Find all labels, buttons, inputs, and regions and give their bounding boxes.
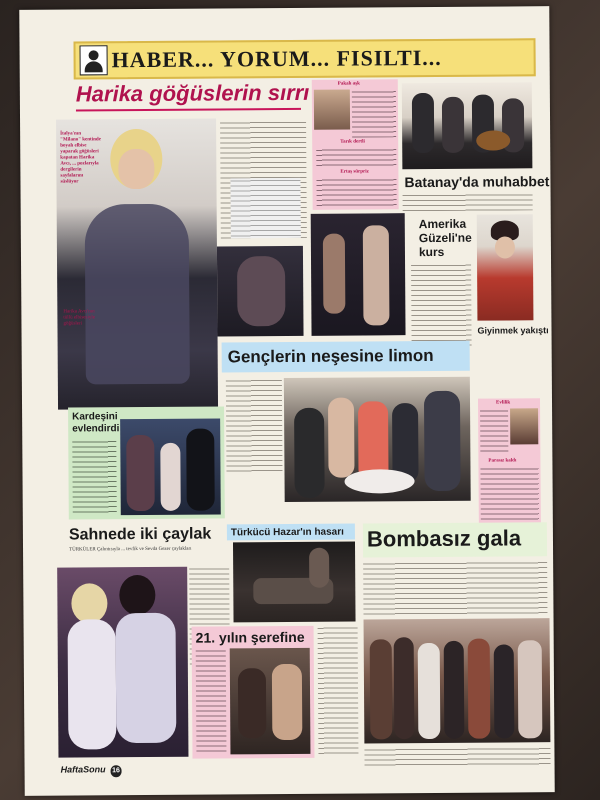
headline-harika: Harika göğüslerin sırrı	[75, 79, 310, 107]
photo-harika-2	[217, 246, 304, 337]
photo-batanay	[402, 82, 533, 169]
photo-amerika	[477, 214, 534, 320]
bombasiz-caption	[364, 746, 550, 767]
headline-amerika: Amerika Güzeli'ne kurs	[418, 216, 472, 260]
kardesini-text	[72, 439, 117, 515]
harika-text-2	[230, 178, 300, 238]
headline-hazar: Türkücü Hazar'ın hasarı	[230, 526, 344, 539]
photo-evlilik	[510, 408, 538, 444]
serefine-text-2	[318, 626, 359, 756]
harika-caption: Harika Avcı'nın tüllü elbisesiyle göğüsleri	[63, 309, 95, 327]
footer-logo-text: HaftaSonu	[60, 764, 106, 775]
footer-page-number: 16	[110, 765, 122, 777]
photo-hazar	[233, 542, 356, 623]
person-icon	[80, 45, 108, 75]
evlilik-box	[478, 398, 541, 526]
gossip-box	[312, 79, 399, 210]
photo-serefine	[230, 648, 311, 755]
harika-intro: İtalya'nın "Milano" kentinde boyalı elbise yaparak göğüsleri kapatan Harika Avcı, ... pozlarıyla dergilerin sayfalarını süslüyor	[60, 131, 101, 185]
photo-caylak	[57, 567, 188, 758]
photo-bombasiz	[364, 618, 551, 743]
limon-text	[226, 378, 283, 474]
batanay-text	[403, 192, 533, 211]
caylak-intro: TÜRKÜLER Çalıntısıyla ... tevfik ve Sevda Gezer çaylakları	[69, 546, 192, 553]
headline-kardesini: Kardeşini evlendirdi	[72, 411, 120, 435]
footer-logo	[61, 763, 141, 778]
evlilik-label: Evlilik	[496, 400, 511, 406]
headline-caylak: Sahnede iki çaylak	[68, 525, 212, 544]
masthead-title: HABER... YORUM... FISILTI...	[111, 44, 442, 73]
newspaper-page	[19, 6, 554, 796]
photo-kardesini	[120, 418, 221, 515]
amerika-text	[411, 263, 472, 347]
gossip-label-3: Ertaş sürpriz	[340, 169, 369, 175]
gossip-label-2: Tarık dertli	[340, 139, 365, 145]
headline-underline	[76, 108, 301, 112]
headline-serefine: 21. yılın şerefine	[195, 628, 305, 646]
headline-limon: Gençlerin neşesine limon	[227, 345, 434, 367]
photo-pakize	[314, 90, 350, 130]
subhead-giyinmek: Giyinmek yakıştı	[477, 325, 549, 336]
masthead-banner	[73, 38, 535, 79]
headline-bombasiz: Bombasız gala	[366, 525, 522, 552]
gossip-label-1: Pakalı aşk	[337, 81, 360, 87]
bombasiz-text	[363, 560, 547, 615]
photo-limon	[284, 377, 471, 502]
serefine-text	[196, 648, 227, 752]
photo-dancer	[311, 213, 406, 336]
headline-batanay: Batanay'da muhabbet	[404, 173, 550, 191]
parasiz-label: Parasız kaldı	[488, 458, 517, 464]
